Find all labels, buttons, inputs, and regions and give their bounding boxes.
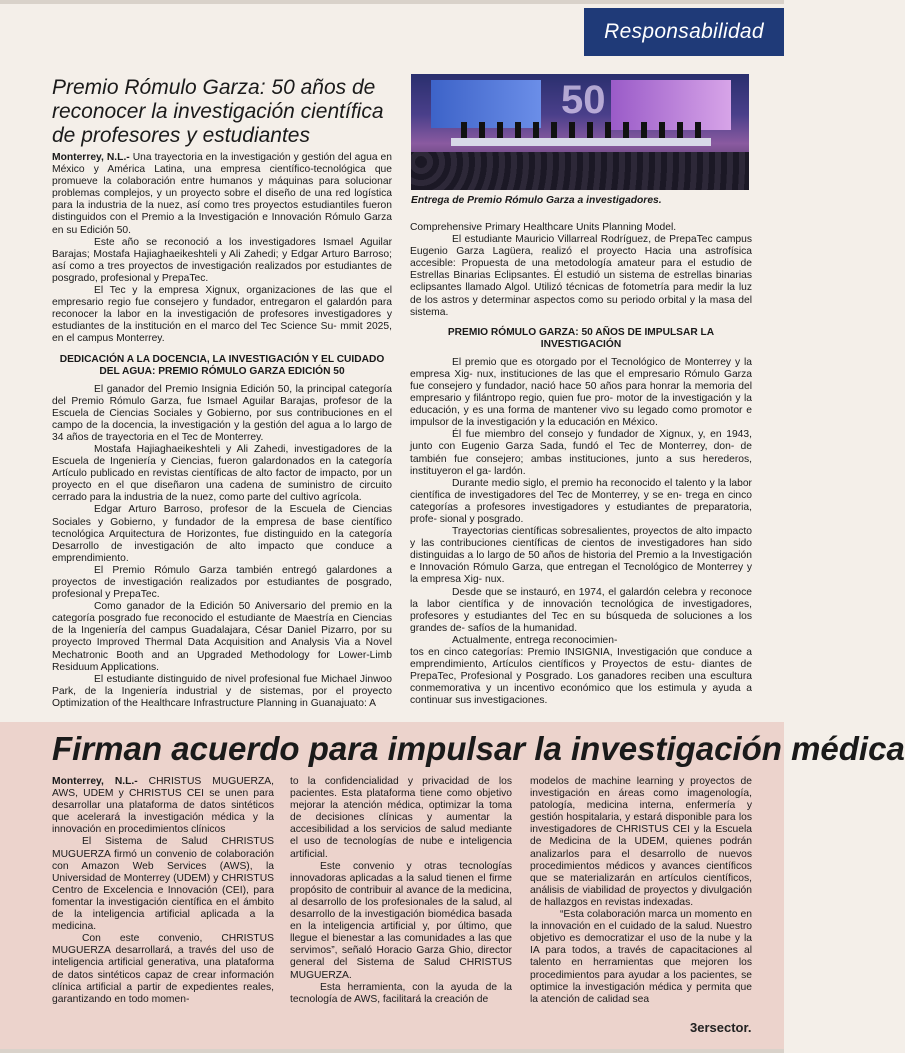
photo-caption: Entrega de Premio Rómulo Garza a investigadores. — [411, 195, 662, 206]
photo-50-graphic: 50 — [561, 78, 606, 122]
paragraph: Desde que se instauró, en 1974, el galardón celebra y reconoce la labor científica y de innovación tecnológica de investigadores, profesores y estudiantes del Tec en su búsqueda de soluciones a los grandes de- safíos de la humanidad. — [410, 586, 752, 634]
paragraph-text: CHRISTUS MUGUERZA, AWS, UDEM y CHRISTUS CEI se unen para desarrollar una plataforma de datos sintéticos que acelerará la investigación médica y la innovación en procedimientos clínicos — [52, 776, 274, 836]
photo-audience — [411, 152, 749, 190]
paragraph: Trayectorias científicas sobresalientes, proyectos de alto impacto y las contribuciones científicas de cientos de investigadores han sido distinguidas a lo largo de 50 años de historia del Premio a la Investigación e Innovación Rómulo Garza, que entregan el Tecnológico de Monterrey y la empresa Xig- nux. — [410, 526, 752, 586]
paragraph: Como ganador de la Edición 50 Aniversario del premio en la categoría posgrado fue reconocido el estudiante de Maestría en Ciencias de la Ingeniería del campus Guadalajara, César Daniel Pizarro, por su proyecto Improved Thermal Data Acquisition and Analysis Via a Novel Mechatronic Booth and an Upgraded Methodology for Lower-Limb Residuum Applications. — [52, 601, 392, 673]
bottom-rule — [0, 1049, 784, 1053]
paragraph: to la confidencialidad y privacidad de los pacientes. Esta plataforma tiene como objetivo mejorar la atención médica, optimizar la toma de decisiones clínicas y aumentar la accesibilidad a los servicios de salud mediante el uso de tecnologías de nube e inteligencia artificial. — [290, 776, 512, 860]
paragraph: El Tec y la empresa Xignux, organizaciones de las que el empresario regio fue consejero y fundador, entregaron el galardón para reconocer la labor en la investigación de profesores investigadores y estudiantes de la institución en el marco del Tec Science Su- mmit 2025, en el campus Monterrey. — [52, 285, 392, 345]
paragraph: El premio que es otorgado por el Tecnológico de Monterrey y la empresa Xig- nux, instituciones de las que el empresario Rómulo Garza fue consejero y fundador, nació hace 50 años para honrar la memoria del empresario y filántropo regio, quien fue pro- motor de la investigación y la educación, y es una forma de mantener vivo su legado como promotor e impulsor de la investigación y la educación en México. — [410, 356, 752, 429]
paragraph: El estudiante distinguido de nivel profesional fue Michael Jinwoo Park, de la Ingeniería industrial y de sistemas, por el proyecto Optimization of the Healthcare Infrastructure Planning in Guanajuato: A — [52, 673, 392, 709]
paragraph: Durante medio siglo, el premio ha reconocido el talento y la labor científica de investigadores del Tec de Monterrey, y se en- trega en cinco categorías a profesores investigadores y estudiantes de preparatoria, profe- sional y posgrado. — [410, 477, 752, 525]
paragraph: El Sistema de Salud CHRISTUS MUGUERZA firmó un convenio de colaboración con Amazon Web Services (AWS), la Universidad de Monterrey (UDEM) y CHRISTUS Centro de Excelencia e Innovación (CEI), para fomentar la investigación científica en el ámbito de la inteligencia artificial aplicada a la medicina. — [52, 836, 274, 933]
subheading: PREMIO RÓMULO GARZA: 50 AÑOS DE IMPULSAR LA INVESTIGACIÓN — [447, 326, 715, 350]
section-tag: Responsabilidad — [584, 8, 784, 56]
article1-column-2 — [410, 222, 752, 707]
article2-column-1 — [52, 776, 274, 1006]
brand-logo: 3ersector. — [690, 1020, 752, 1035]
photo-stage — [451, 138, 711, 146]
paragraph — [52, 152, 392, 237]
paragraph: El ganador del Premio Insignia Edición 50, la principal categoría del Premio Rómulo Garza, fue Ismael Aguilar Barajas, profesor de la Escuela de Ciencias Sociales y Gobierno, por sus contribuciones en el campo de la docencia, la investigación y la gestión del agua a lo largo de 34 años de trayectoria en el Tec de Monterrey. — [52, 383, 392, 443]
paragraph-text: Una trayectoria en la investigación y gestión del agua en México y América Latina, una empresa científico-tecnológica que promueve la colaboración entre humanos y máquinas para solucionar problemas complejos, y un proyecto sobre el diseño de una red logística para la industria de la nuez, así como tres proyectos estudiantiles fueron distinguidos con el Premio a la Investigación e Innovación Rómulo Garza en su Edición 50. — [52, 152, 392, 236]
article1-title: Premio Rómulo Garza: 50 años de reconocer la investigación científica de profesores y estudiantes — [52, 76, 384, 147]
paragraph: Este año se reconoció a los investigadores Ismael Aguilar Barajas; Mostafa Hajiaghaeikeshteli y Ali Zahedi; y Edgar Arturo Barroso; así como a tres proyectos de investigación realizados por estudiantes de posgrado, profesional y PrepaTec. — [52, 236, 392, 284]
award-ceremony-photo — [411, 74, 749, 190]
dateline: Monterrey, N.L.- — [52, 776, 138, 787]
paragraph: Edgar Arturo Barroso, profesor de la Escuela de Ciencias Sociales y Gobierno, y fundador de la empresa de base científico tecnológica Arquitectura de Horizontes, fue distinguido en la categoría Desarrollo de investigación de alto impacto que conduce a emprendimiento. — [52, 504, 392, 564]
paragraph: Mostafa Hajiaghaeikeshteli y Ali Zahedi, investigadores de la Escuela de Ingeniería y Ciencias, fueron galardonados en la categoría Artículo publicado en revistas científicas de alto factor de impacto, por un proyecto en el que diseñaron una cadena de suministro de circuito cerrado para la industria de la nuez, como parte del cultivo agrícola. — [52, 443, 392, 504]
photo-people-on-stage — [461, 122, 701, 138]
paragraph: “Esta colaboración marca un momento en la innovación en el cuidado de la salud. Nuestro objetivo es democratizar el uso de la nube y la IA para todos, a través de capacitaciones al talento en herramientas que mejoren los procedimientos para ayudar a los pacientes, se optimice la investigación médica y permita que la atención de calidad sea — [530, 909, 752, 1005]
paragraph: El estudiante Mauricio Villarreal Rodríguez, de PrepaTec campus Eugenio Garza Lagüera, realizó el proyecto Hacia una astrofísica accesible: Propuesta de una metodología amateur para el estudio de Estrellas Binarias Eclipsantes. Él estudió un sistema de estrellas binarias eclipsantes llamado Algol. Utilizó técnicas de fotometría para medir la luz de los astros y determinar aspectos como su periodo orbital y la masa del sistema. — [410, 234, 752, 318]
dateline: Monterrey, N.L.- — [52, 152, 130, 163]
paragraph: Con este convenio, CHRISTUS MUGUERZA desarrollará, a través del uso de inteligencia artificial generativa, una plataforma de datos sintéticos capaz de crear información clínica artificial a partir de expedientes reales, garantizando en todo momen- — [52, 933, 274, 1005]
article1-column-1 — [52, 152, 392, 710]
paragraph: El Premio Rómulo Garza también entregó galardones a proyectos de investigación realizados por estudiantes de posgrado, profesional y PrepaTec. — [52, 564, 392, 601]
paragraph: Actualmente, entrega reconocimien- — [452, 634, 618, 646]
photo-screen-left — [431, 80, 541, 128]
article2-column-3 — [530, 776, 752, 1006]
paragraph: Él fue miembro del consejo y fundador de Xignux, y, en 1943, junto con Eugenio Garza Sada, fundó el Tec de Monterrey, don- de también fue consejero; ambas instituciones, junto a sus herederos, instituyeron el ga- lardón. — [410, 429, 752, 477]
subheading: DEDICACIÓN A LA DOCENCIA, LA INVESTIGACIÓN Y EL CUIDADO DEL AGUA: PREMIO RÓMULO GARZA EDICIÓN 50 — [59, 353, 385, 377]
article2-column-2 — [290, 776, 512, 1006]
paragraph: tos en cinco categorías: Premio INSIGNIA, Investigación que conduce a emprendimiento, Artículos científicos y Proyectos de estu- diantes de PrepaTec, Profesional y Posgrado. Los ganadores reciben una escultura conmemorativa y un incentivo económico que los estimula y ayuda a continuar sus investigaciones. — [410, 647, 752, 707]
paragraph: Comprehensive Primary Healthcare Units Planning Model. — [410, 222, 677, 233]
paragraph: modelos de machine learning y proyectos de investigación en áreas como imagenología, patología, medicina interna, enfermería y gestión hospitalaria, y estará disponible para los investigadores de CHRISTUS CEI y la Escuela de Medicina de la UDEM, quienes podrán analizarlos para el desarrollo de nuevos procedimientos médicos y avances científicos que se materializarán en artículos científicos, análisis de viabilidad de proyectos y divulgación de hallazgos en revistas indexadas. — [530, 776, 752, 908]
paragraph — [52, 776, 274, 836]
top-rule — [0, 0, 784, 4]
paragraph: Este convenio y otras tecnologías innovadoras aplicadas a la salud tienen el firme propósito de contribuir al avance de la medicina, al desarrollo de los profesionales de la salud, al desarrollo de la investigación biomédica basada en la inteligencia artificial y, por último, que llegue el bienestar a las comunidades a las que servimos”, señaló Horacio Garza Ghio, director general del Sistema de Salud CHRISTUS MUGUERZA. — [290, 860, 512, 981]
paragraph: Esta herramienta, con la ayuda de la tecnología de AWS, facilitará la creación de — [290, 981, 512, 1005]
article2-title: Firman acuerdo para impulsar la investigación médica — [52, 730, 905, 767]
